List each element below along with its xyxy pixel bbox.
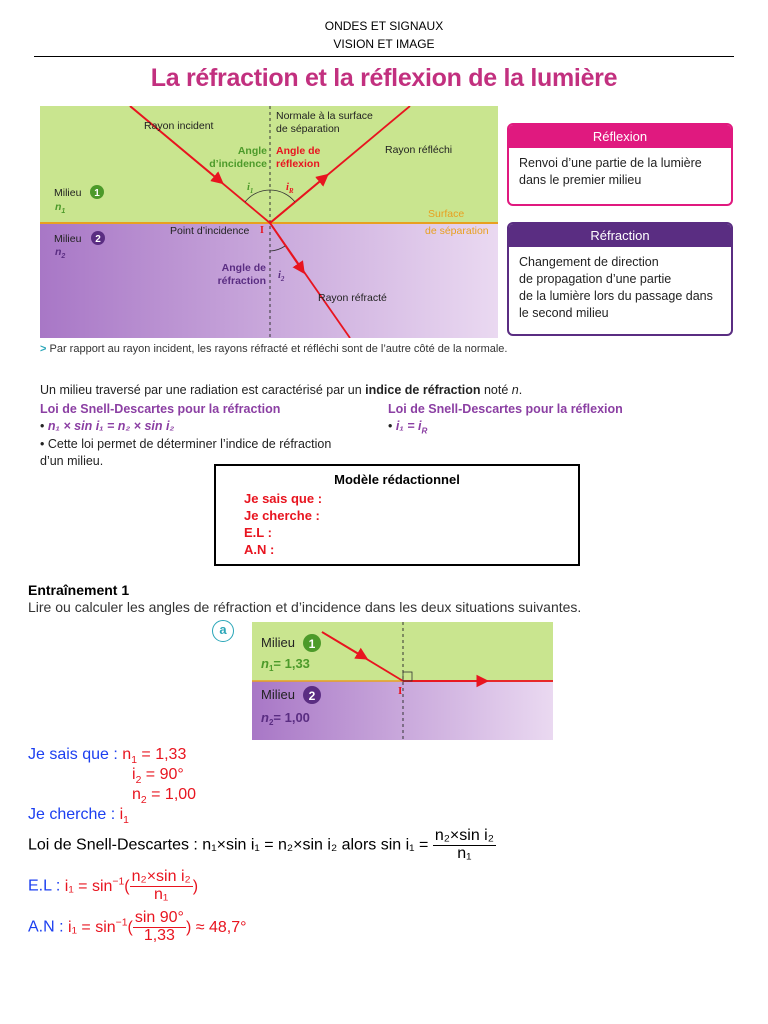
i1-label: i (247, 182, 250, 193)
angle-refraction-label-2: réfraction (217, 275, 266, 287)
solution-an-sup: −1 (115, 917, 128, 929)
medium-1-label: Milieu (54, 187, 82, 199)
refraction-box (507, 222, 733, 336)
caption-arrow-icon: > (40, 343, 47, 355)
snell-intro-n: n (511, 383, 519, 397)
header-divider (34, 56, 734, 57)
refraction-box-title: Réfraction (509, 224, 731, 247)
solution-loi-den: n₁ (433, 845, 496, 863)
medium-2-area (40, 223, 498, 338)
angle-incidence-label-2: d’incidence (209, 158, 267, 170)
situation-n1-subscript: 1 (268, 664, 274, 673)
angle-reflection-label-1: Angle de (276, 145, 321, 157)
point-incidence-label: Point d’incidence (170, 225, 250, 237)
solution-el-num: n₂×sin i₂ (131, 868, 191, 885)
solution-cherche-i: i (119, 806, 124, 823)
n2-label: n (55, 246, 62, 258)
medium-2-number: 2 (95, 234, 101, 245)
refracted-ray-label: Rayon réfracté (318, 292, 387, 304)
situation-medium-1-label: Milieu (261, 635, 295, 650)
situation-a-diagram (252, 622, 553, 740)
solution-i2-sub: 2 (135, 775, 142, 787)
medium-1-number: 1 (94, 188, 100, 199)
solution-el-line (28, 869, 198, 904)
solution-loi-num: n₂×sin i₂ (434, 827, 494, 844)
solution-an-den: 1,33 (133, 927, 186, 945)
solution-n2-val: = 1,00 (146, 786, 197, 803)
model-line-2: Je cherche : (244, 508, 320, 523)
i2-subscript: 2 (280, 275, 285, 283)
refraction-line-2: de propagation d’une partie (519, 272, 672, 286)
situation-medium-2-number: 2 (308, 689, 316, 703)
situation-point-i: I (398, 685, 403, 697)
n1-label: n (55, 201, 62, 213)
solution-cherche-line (28, 806, 129, 826)
solution-n2-sub: 2 (140, 795, 147, 807)
page-title: La réfraction et la réflexion de la lumière (150, 64, 618, 92)
model-line-1: Je sais que : (244, 491, 323, 506)
solution-an-num: sin 90° (134, 909, 184, 926)
n2-subscript: 2 (61, 253, 66, 260)
solution-el-lhs: i₁ = sin (64, 877, 113, 895)
reflexion-line-2: dans le premier milieu (519, 173, 642, 187)
i1-subscript: 1 (249, 187, 254, 195)
reflexion-line-1: Renvoi d’une partie de la lumière (519, 156, 702, 170)
solution-cherche-label: Je cherche : (28, 806, 116, 823)
solution-el-close: ) (192, 877, 199, 895)
snell-reflection-formula: i₁ = i (395, 419, 422, 433)
solution-loi-fraction (433, 828, 496, 863)
solution-loi-line (28, 828, 496, 863)
svg-text:n2= 1,00 (261, 710, 310, 727)
snell-reflection-law (388, 418, 427, 440)
snell-refraction-note-2: d’un milieu. (40, 454, 104, 468)
solution-cherche-sub: 1 (123, 815, 129, 827)
exercise-title: Entraînement 1 (28, 582, 130, 598)
snell-refraction-formula: n₁ × sin i₁ = n₂ × sin i₂ (47, 419, 175, 433)
header-line-1: ONDES ET SIGNAUX (324, 19, 444, 33)
reflexion-box-body (509, 148, 731, 196)
solution-i2: i (132, 766, 136, 783)
snell-intro-end: noté (483, 383, 509, 397)
snell-reflection-title: Loi de Snell-Descartes pour la réflexion (388, 402, 623, 416)
solution-an-open: ( (127, 918, 133, 936)
diagram-caption (40, 343, 507, 355)
snell-refraction-note-1: • Cette loi permet de déterminer l’indice de réfraction (40, 437, 332, 451)
refraction-box-body (509, 247, 731, 329)
situation-medium-2-label: Milieu (261, 687, 295, 702)
angle-refraction-label-1: Angle de (221, 262, 266, 274)
solution-i2-val: = 90° (141, 766, 184, 783)
solution-sais-line-1 (28, 746, 186, 766)
solution-loi-text: Loi de Snell-Descartes : n₁×sin i₁ = n₂×sin i₂ alors sin i₁ = (28, 836, 429, 854)
snell-intro-dot: . (518, 383, 523, 397)
reflexion-box-title: Réflexion (509, 125, 731, 148)
situation-label-badge: a (212, 620, 234, 642)
medium-1-area (40, 106, 498, 223)
medium-2-label: Milieu (54, 233, 82, 245)
snell-intro-bold: indice de réfraction (365, 383, 481, 397)
situation-n2-subscript: 2 (268, 718, 274, 727)
solution-an-close: ) (185, 918, 192, 936)
solution-el-label: E.L : (28, 877, 61, 895)
normal-label-1: Normale à la surface (276, 110, 373, 122)
situation-medium-1-number: 1 (308, 637, 316, 651)
snell-intro-start: Un milieu traversé par une radiation est caractérisé par un (40, 383, 362, 397)
snell-reflection-bullet: • (388, 419, 393, 433)
ir-label: i (286, 182, 289, 193)
solution-an-label: A.N : (28, 918, 64, 936)
solution-an-line (28, 910, 246, 945)
angle-reflection-label-2: réflexion (276, 158, 320, 170)
solution-el-den: n₁ (130, 886, 193, 904)
n1-subscript: 1 (61, 208, 66, 215)
solution-sais-line-3 (132, 786, 196, 806)
surface-label-1: Surface (428, 208, 465, 220)
i2-label: i (278, 270, 281, 281)
snell-intro (40, 382, 740, 399)
solution-sais-label: Je sais que : (28, 746, 118, 763)
refraction-diagram (40, 106, 498, 338)
surface-label-2: de séparation (425, 225, 489, 237)
solution-an-lhs: i₁ = sin (68, 918, 116, 936)
snell-reflection-subscript: R (421, 426, 428, 436)
model-box (214, 464, 580, 566)
situation-n1: n (261, 656, 269, 671)
reflexion-box (507, 123, 733, 206)
svg-text:n1= 1,33 (261, 656, 310, 673)
caption-text: Par rapport au rayon incident, les rayons réfracté et réfléchi sont de l’autre côté de la normale. (49, 343, 508, 355)
refraction-line-1: Changement de direction (519, 255, 659, 269)
solution-n1-val: = 1,33 (136, 746, 187, 763)
solution-an-fraction (133, 910, 186, 945)
reflected-ray-label: Rayon réfléchi (385, 144, 453, 156)
solution-sais-line-2 (132, 766, 184, 786)
situation-n2: n (261, 710, 269, 725)
ir-subscript: R (288, 187, 294, 195)
solution-n2: n (132, 786, 141, 803)
snell-bullet: • (40, 419, 45, 433)
point-i-label: I (260, 225, 264, 236)
solution-n1: n (122, 746, 132, 763)
angle-incidence-label-1: Angle (237, 145, 267, 157)
incident-ray-label: Rayon incident (144, 120, 214, 132)
normal-label-2: de séparation (276, 123, 340, 135)
solution-el-open: ( (124, 877, 130, 895)
refraction-line-4: le second milieu (519, 306, 609, 320)
solution-n1-sub: 1 (131, 755, 137, 767)
solution-el-fraction (130, 869, 193, 904)
model-title: Modèle rédactionnel (334, 472, 460, 487)
header-line-2: VISION ET IMAGE (333, 37, 435, 51)
solution-el-sup: −1 (112, 876, 125, 888)
model-line-4: A.N : (244, 542, 275, 557)
model-line-3: E.L : (244, 525, 272, 540)
exercise-text: Lire ou calculer les angles de réfraction et d’incidence dans les deux situations suivantes. (28, 599, 582, 615)
refraction-line-3: de la lumière lors du passage dans (519, 289, 713, 303)
situation-n1-value: = 1,33 (273, 656, 310, 671)
situation-n2-value: = 1,00 (273, 710, 310, 725)
solution-an-result: ≈ 48,7° (195, 918, 247, 936)
snell-refraction-title: Loi de Snell-Descartes pour la réfraction (40, 402, 281, 416)
snell-refraction-law (40, 418, 174, 435)
